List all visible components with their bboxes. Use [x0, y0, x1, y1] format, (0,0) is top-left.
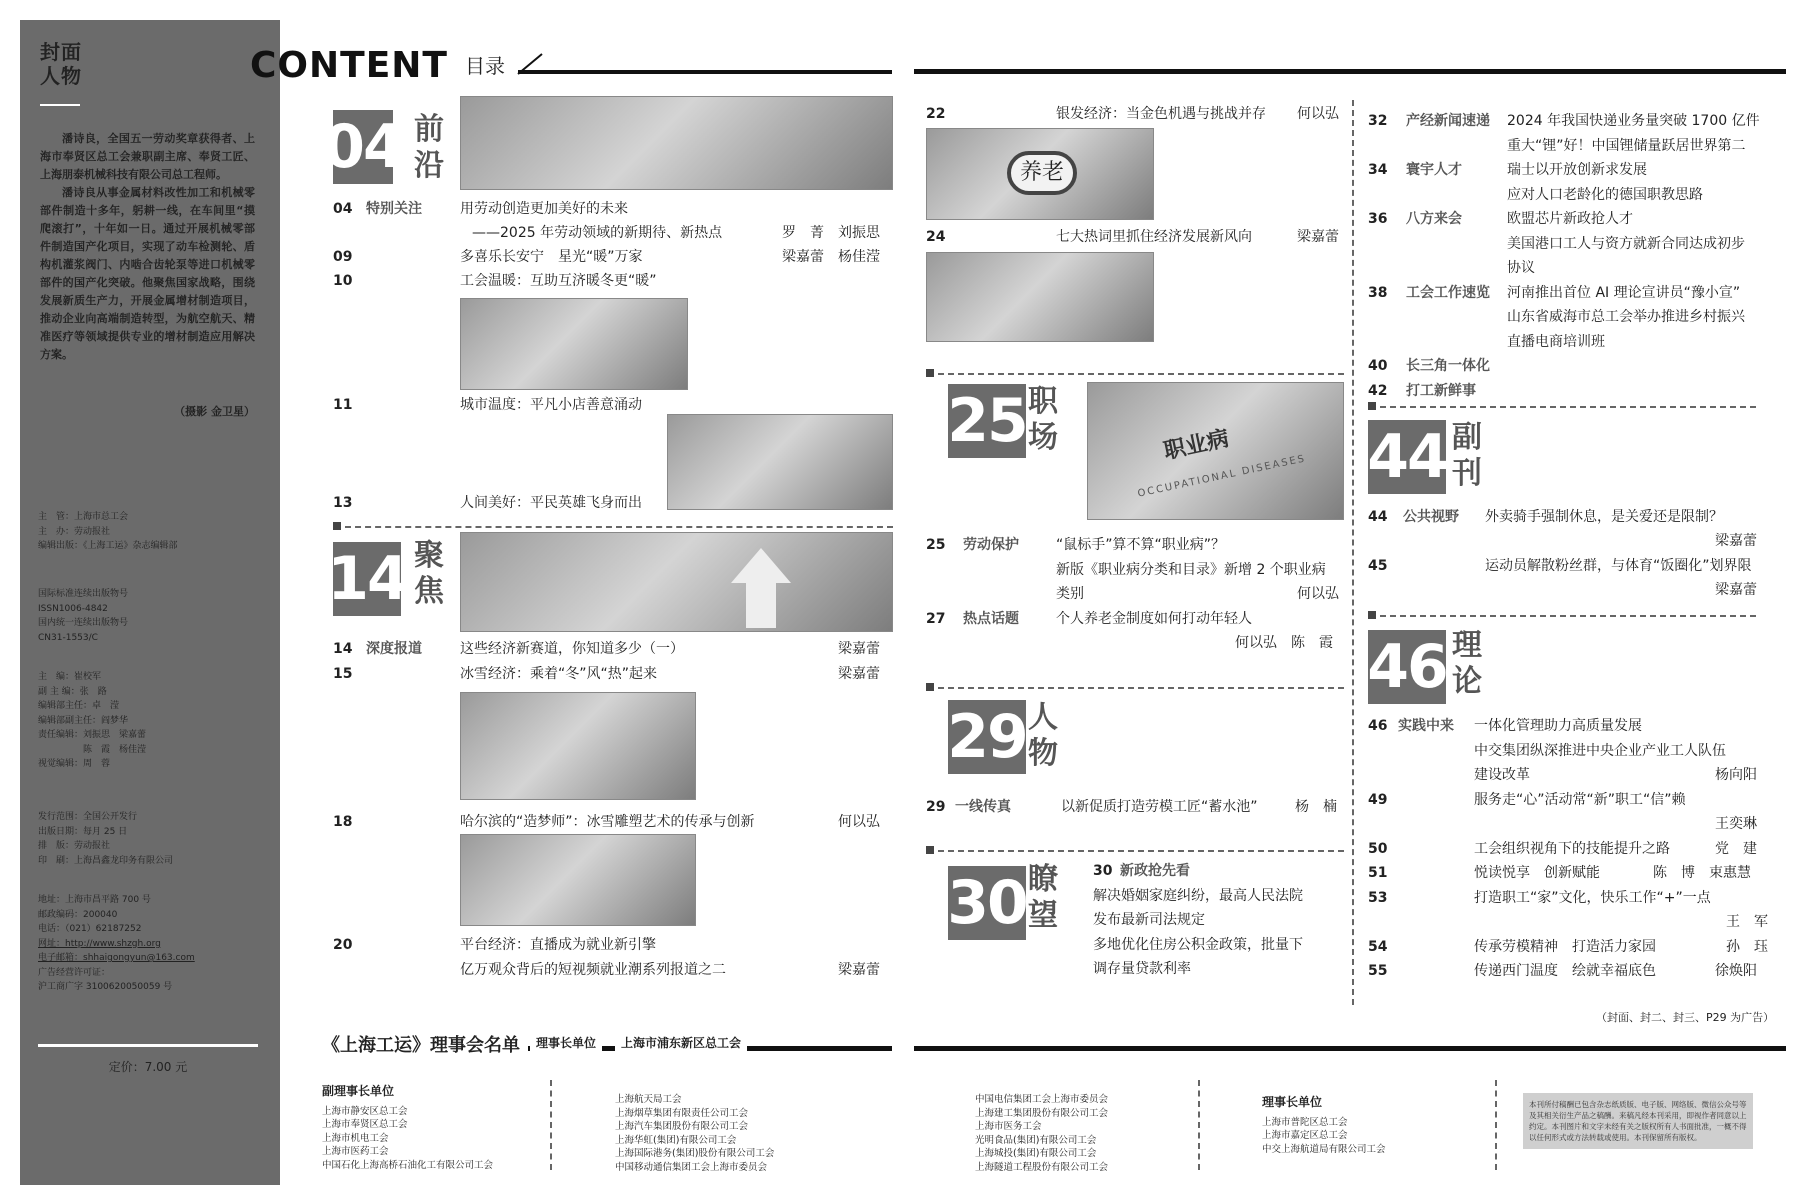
ice-sculpture-photo: [460, 834, 696, 926]
toc-title[interactable]: 欧盟芯片新政抢人才: [1507, 211, 1633, 227]
section-label-14: 聚焦: [414, 538, 444, 609]
ski-resort-photo: [460, 692, 696, 800]
council-member: 中国移动通信集团工会上海市委员会: [615, 1161, 768, 1173]
info-line: 主 办：劳动报社: [38, 526, 111, 537]
email-link[interactable]: 电子邮箱：shhaigongyun@163.com: [38, 953, 195, 963]
toc-title[interactable]: 山东省威海市总工会举办推进乡村振兴: [1507, 309, 1745, 325]
skyline-photo: [460, 96, 893, 190]
toc-title-line[interactable]: 解决婚姻家庭纠纷，最高人民法院: [1093, 888, 1303, 904]
union-event-photo: [460, 298, 688, 390]
council-director-column: [1262, 1096, 1386, 1156]
toc-subtitle[interactable]: 亿万观众背后的短视频就业潮系列报道之二: [460, 962, 726, 978]
toc-page: 13: [333, 495, 353, 511]
toc-page: 24: [926, 229, 946, 245]
toc-title[interactable]: 瑞士以开放创新求发展: [1507, 162, 1647, 178]
info-line: 责任编辑：刘振思 梁嘉蕾: [38, 730, 147, 740]
cover-title-line2: 人物: [40, 64, 82, 88]
toc-category: 公共视野: [1403, 509, 1459, 525]
council-chair-unit: 上海市浦东新区总工会: [615, 1034, 747, 1052]
section-marker: [926, 369, 934, 377]
council-member: 中国石化上海高桥石油化工有限公司工会: [322, 1159, 494, 1171]
toc-title-line[interactable]: 类别: [1056, 586, 1084, 602]
toc-title[interactable]: 工会温暖：互助互济暖冬更“暖”: [460, 273, 657, 289]
toc-author: 何以弘: [1297, 106, 1339, 122]
website-link[interactable]: 网址：http://www.shzgh.org: [38, 938, 161, 949]
toc-author: 孙 珏: [1726, 939, 1768, 955]
header-rule-right: [914, 69, 1786, 74]
section-marker: [926, 846, 934, 854]
toc-title-line[interactable]: 协议: [1507, 260, 1535, 276]
info-line: 国际标准连续出版物号: [38, 589, 129, 599]
council-divider: [1495, 1080, 1497, 1170]
pension-magnifier: 养老: [1007, 151, 1077, 195]
toc-title-line[interactable]: 建设改革: [1474, 767, 1530, 783]
toc-page: 11: [333, 397, 353, 413]
header-rule-left: [518, 70, 892, 74]
occupational-label: 职业病: [1161, 426, 1232, 465]
section-number-14: 14: [327, 544, 407, 614]
toc-title[interactable]: 七大热词里抓住经济发展新风向: [1056, 229, 1252, 245]
toc-page: 20: [333, 937, 353, 953]
info-line: CN31-1553/C: [38, 632, 98, 643]
info-line: 编辑部副主任：阎梦华: [38, 715, 129, 726]
council-member: 上海建工集团股份有限公司工会: [975, 1107, 1109, 1119]
toc-subtitle[interactable]: ——2025 年劳动领域的新期待、新热点: [472, 225, 723, 241]
council-member: 上海市机电工会: [322, 1132, 389, 1144]
toc-category[interactable]: 打工新鲜事: [1406, 383, 1476, 399]
section-number-04: 04: [323, 112, 403, 182]
issn-info: [38, 587, 263, 645]
toc-author: 何以弘 陈 霞: [1235, 635, 1333, 651]
section-label-25: 职场: [1028, 384, 1058, 455]
toc-page: 18: [333, 814, 353, 830]
info-line: 视觉编辑：周 蓉: [38, 759, 111, 769]
toc-title-line[interactable]: 发布最新司法规定: [1093, 912, 1205, 928]
info-line: 编辑出版：《上海工运》杂志编辑部: [38, 541, 178, 551]
toc-author: 何以弘: [1297, 586, 1339, 602]
toc-page: 53: [1368, 890, 1388, 906]
toc-category: 一线传真: [955, 799, 1011, 815]
toc-title[interactable]: 工会组织视角下的技能提升之路: [1474, 841, 1670, 857]
toc-title[interactable]: 外卖骑手强制休息，是关爱还是限制？: [1485, 509, 1723, 525]
council-divider: [1198, 1080, 1200, 1170]
toc-title[interactable]: “鼠标手”算不算“职业病”？: [1056, 537, 1226, 553]
content-logo: CONTENT: [250, 45, 448, 86]
toc-title[interactable]: 传递西门温度 绘就幸福底色: [1474, 963, 1656, 979]
toc-author: 梁嘉蕾: [1715, 582, 1757, 598]
toc-page: 55: [1368, 963, 1388, 979]
price: 定价：7.00 元: [108, 1060, 188, 1074]
council-member: 上海市医务工会: [975, 1121, 1042, 1132]
toc-category: 产经新闻速递: [1406, 113, 1490, 129]
up-arrow-icon: [461, 533, 894, 633]
occupational-label-en: OCCUPATIONAL DISEASES: [1136, 453, 1308, 500]
toc-page: 51: [1368, 865, 1388, 881]
toc-page: 27: [926, 611, 946, 627]
growth-chart-photo: [460, 532, 893, 632]
editorial-staff: [38, 670, 263, 772]
cover-paragraph: 潘诗良，全国五一劳动奖章获得者、上海市奉贤区总工会兼职副主席、奉贤工匠、上海朋泰机械科技有限公司总工程师。: [40, 132, 255, 181]
section-divider: [345, 526, 893, 528]
toc-page: 29: [926, 799, 946, 815]
info-line: 广告经营许可证：: [38, 967, 111, 978]
council-member: 光明食品(集团)有限公司工会: [975, 1134, 1097, 1146]
council-member: 上海国际港务(集团)股份有限公司工会: [615, 1148, 775, 1159]
info-line: 陈 霞 杨佳滢: [38, 744, 147, 755]
toc-page: 50: [1368, 841, 1388, 857]
info-line: 发行范围：全国公开发行: [38, 812, 138, 822]
photo-credit: （摄影 金卫星）: [174, 405, 255, 418]
cover-title-underline: [40, 104, 80, 106]
toc-title-line[interactable]: 多地优化住房公积金政策，批量下: [1093, 937, 1303, 953]
toc-page: 45: [1368, 558, 1388, 574]
section-divider: [938, 687, 1344, 689]
council-vice-column: [322, 1085, 493, 1172]
toc-title[interactable]: 这些经济新赛道，你知道多少（一）: [460, 641, 684, 657]
section-number-29: 29: [947, 702, 1027, 772]
council-rule-right: [914, 1046, 1786, 1051]
column-divider: [1352, 100, 1354, 1005]
toc-author: 徐焕阳: [1715, 963, 1757, 979]
toc-title[interactable]: 哈尔滨的“造梦师”：冰雪雕塑艺术的传承与创新: [460, 814, 755, 830]
section-divider: [938, 850, 1344, 852]
toc-title-line[interactable]: 新版《职业病分类和目录》新增 2 个职业病: [1056, 562, 1326, 578]
info-line: 出版日期：每月 25 日: [38, 826, 128, 837]
toc-page: 42: [1368, 383, 1388, 399]
toc-author: 杨向阳: [1715, 767, 1757, 783]
section-divider: [938, 373, 1344, 375]
council-column: [615, 1093, 774, 1174]
council-column: [975, 1093, 1108, 1174]
toc-title[interactable]: 悦读悦享 创新赋能: [1474, 865, 1600, 881]
toc-page: 14: [333, 641, 353, 657]
contact-info: [38, 893, 263, 995]
toc-title[interactable]: 传承劳模精神 打造活力家园: [1474, 939, 1656, 955]
council-title: 《上海工运》理事会名单: [322, 1031, 528, 1057]
info-line: 地址：上海市昌平路 700 号: [38, 895, 151, 905]
toc-category: 劳动保护: [963, 537, 1019, 553]
section-number-30: 30: [947, 868, 1027, 938]
toc-title[interactable]: 中交集团纵深推进中央企业产业工人队伍: [1474, 743, 1726, 759]
info-line: 电话：（021）62187252: [38, 924, 142, 934]
toc-page: 54: [1368, 939, 1388, 955]
council-chair-label: 理事长单位: [530, 1034, 602, 1052]
toc-page: 49: [1368, 792, 1388, 808]
info-line: 沪工商广字 3100620050059 号: [38, 982, 173, 992]
cover-title: [40, 40, 82, 88]
council-divider: [550, 1080, 552, 1170]
info-line: ISSN1006-4842: [38, 603, 108, 614]
toc-title[interactable]: 打造职工“家”文化，快乐工作“+”一点: [1474, 890, 1711, 906]
council-member: 上海市奉贤区总工会: [322, 1119, 408, 1130]
toc-title[interactable]: 以新促质打造劳模工匠“蓄水池”: [1061, 799, 1258, 815]
toc-title[interactable]: 个人养老金制度如何打动年轻人: [1056, 611, 1252, 627]
info-line: 排 版：劳动报社: [38, 841, 111, 851]
toc-page: 22: [926, 106, 946, 122]
council-member: 中国电信集团工会上海市委员会: [975, 1094, 1109, 1105]
toc-title[interactable]: 人间美好：平民英雄飞身而出: [460, 495, 642, 511]
toc-page: 38: [1368, 285, 1388, 301]
toc-page: 40: [1368, 358, 1388, 374]
toc-title[interactable]: 平台经济：直播成为就业新引擎: [460, 937, 656, 953]
section-label-04: 前沿: [414, 112, 444, 183]
section-divider: [1380, 406, 1756, 408]
copyright-notice: 本刊所付稿酬已包含杂志纸质版、电子版、网络版、微信公众号等及其相关衍生产品之稿酬。来稿凡经本刊采用，即视作者同意以上约定。本刊图片和文字未经有关之版权所有人书面批准，一概不得以任何形式或方法转载或使用。本刊保留所有版权。: [1523, 1093, 1753, 1149]
toc-category: 深度报道: [366, 641, 422, 657]
shop-photo: [667, 414, 893, 510]
toc-title-line[interactable]: 直播电商培训班: [1507, 334, 1605, 350]
info-line: 主 编：崔校军: [38, 672, 102, 682]
occupational-photo: [1087, 382, 1344, 520]
toc-author: 王 军: [1726, 914, 1768, 930]
city-photo: [926, 252, 1154, 342]
toc-title[interactable]: 应对人口老龄化的德国职教思路: [1507, 187, 1703, 203]
toc-page: 10: [333, 273, 353, 289]
pension-photo: [926, 128, 1154, 220]
cover-title-line1: 封面: [40, 40, 82, 64]
toc-category: 新政抢先看: [1120, 863, 1190, 879]
toc-author: 陈 博 束惠慧: [1653, 865, 1751, 881]
council-member: 上海市嘉定区总工会: [1262, 1130, 1348, 1141]
toc-title[interactable]: 一体化管理助力高质量发展: [1474, 718, 1642, 734]
section-number-46: 46: [1367, 632, 1447, 702]
section-label-44: 副刊: [1452, 420, 1482, 491]
toc-title[interactable]: 河南推出首位 AI 理论宣讲员“豫小宣”: [1507, 285, 1741, 301]
toc-author: 何以弘: [838, 814, 880, 830]
toc-page: 36: [1368, 211, 1388, 227]
toc-page: 30: [1093, 863, 1113, 879]
council-member: 上海烟草集团有限责任公司工会: [615, 1107, 749, 1119]
council-member: 上海市静安区总工会: [322, 1105, 408, 1117]
toc-category: 八方来会: [1406, 211, 1462, 227]
section-label-30: 瞭望: [1028, 862, 1058, 933]
cover-description: [40, 130, 255, 364]
toc-page: 09: [333, 249, 353, 265]
toc-author: 杨 楠: [1295, 799, 1337, 815]
toc-page: 32: [1368, 113, 1388, 129]
section-number-25: 25: [947, 386, 1027, 456]
toc-author: 梁嘉蕾 杨佳滢: [782, 249, 880, 265]
section-divider: [1380, 615, 1756, 617]
ad-note: （封面、封二、封三、P29 为广告）: [1596, 1011, 1775, 1024]
toc-author: 梁嘉蕾: [1297, 229, 1339, 245]
content-subtitle: 目录: [465, 54, 505, 78]
info-line: 印 刷：上海昌鑫龙印务有限公司: [38, 855, 174, 866]
toc-title[interactable]: 用劳动创造更加美好的未来: [460, 201, 628, 217]
toc-author: 梁嘉蕾: [838, 962, 880, 978]
toc-title[interactable]: 多喜乐长安宁 星光“暖”万家: [460, 249, 643, 265]
toc-author: 王奕琳: [1715, 816, 1757, 832]
toc-author: 罗 菁 刘振思: [782, 225, 880, 241]
toc-category: 热点话题: [963, 611, 1019, 627]
toc-title-line[interactable]: 调存量贷款利率: [1093, 961, 1191, 977]
toc-title[interactable]: 2024 年我国快递业务量突破 1700 亿件: [1507, 113, 1760, 129]
toc-title[interactable]: 美国港口工人与资方就新合同达成初步: [1507, 236, 1745, 252]
toc-author: 党 建: [1715, 841, 1757, 857]
council-member: 上海市普陀区总工会: [1262, 1116, 1348, 1128]
toc-page: 44: [1368, 509, 1388, 525]
section-marker: [333, 522, 341, 530]
section-number-44: 44: [1367, 422, 1447, 492]
toc-category: 实践中来: [1398, 718, 1454, 734]
council-member: 上海航天局工会: [615, 1094, 682, 1105]
cover-paragraph: 潘诗良从事金属材料改性加工和机械零部件制造十多年，躬耕一线，在车间里“摸爬滚打”，十年如一日。通过开展机械零部件制造国产化项目，实现了动车检测轮、盾构机灌浆阀门、内啮合齿轮泵等进口机械零部件的国产化突破。他聚焦国家战略，围绕发展新质生产力，开展金属增材制造项目，推动企业向高端制造转型，为航空航天、精准医疗等领域提供专业的增材制造应用解决方案。: [40, 186, 255, 361]
toc-author: 梁嘉蕾: [838, 641, 880, 657]
toc-page: 04: [333, 201, 353, 217]
council-director-heading: 理事长单位: [1262, 1095, 1323, 1109]
toc-title[interactable]: 重大“锂”好！中国锂储量跃居世界第二: [1507, 138, 1746, 154]
section-label-29: 人物: [1028, 700, 1058, 771]
price-divider: [38, 1044, 258, 1047]
toc-title[interactable]: 冰雪经济：乘着“冬”风“热”起来: [460, 666, 658, 682]
council-member: 中交上海航道局有限公司工会: [1262, 1143, 1386, 1155]
section-marker: [1368, 611, 1376, 619]
toc-title[interactable]: 银发经济：当金色机遇与挑战并存: [1056, 106, 1266, 122]
info-line: 编辑部主任：卓 滢: [38, 701, 120, 711]
toc-page: 34: [1368, 162, 1388, 178]
info-line: 副 主 编：张 路: [38, 686, 107, 697]
toc-title[interactable]: 服务走“心”活动常“新”职工“信”赖: [1474, 792, 1686, 808]
info-line: 邮政编码：200040: [38, 909, 118, 920]
toc-page: 25: [926, 537, 946, 553]
council-member: 上海市医药工会: [322, 1146, 389, 1157]
section-label-46: 理论: [1452, 628, 1482, 699]
distribution-info: [38, 810, 263, 868]
council-member: 上海隧道工程股份有限公司工会: [975, 1161, 1109, 1173]
toc-title[interactable]: 运动员解散粉丝群，与体育“饭圈化”划界限: [1485, 558, 1752, 574]
toc-author: 梁嘉蕾: [1715, 533, 1757, 549]
toc-category[interactable]: 长三角一体化: [1406, 358, 1490, 374]
toc-category: 寰宇人才: [1406, 162, 1462, 178]
council-member: 上海汽车集团股份有限公司工会: [615, 1121, 749, 1132]
toc-page: 46: [1368, 718, 1388, 734]
info-line: 主 管：上海市总工会: [38, 512, 129, 522]
section-marker: [926, 683, 934, 691]
info-line: 国内统一连续出版物号: [38, 618, 129, 628]
publisher-info: [38, 510, 263, 554]
council-member: 上海城投(集团)有限公司工会: [975, 1148, 1097, 1159]
council-member: 上海华虹(集团)有限公司工会: [615, 1134, 737, 1146]
toc-page: 15: [333, 666, 353, 682]
council-vice-heading: 副理事长单位: [322, 1084, 395, 1098]
toc-author: 梁嘉蕾: [838, 666, 880, 682]
section-marker: [1368, 402, 1376, 410]
toc-category: 特别关注: [366, 201, 422, 217]
toc-category: 工会工作速览: [1406, 285, 1490, 301]
toc-title[interactable]: 城市温度：平凡小店善意涌动: [460, 397, 642, 413]
